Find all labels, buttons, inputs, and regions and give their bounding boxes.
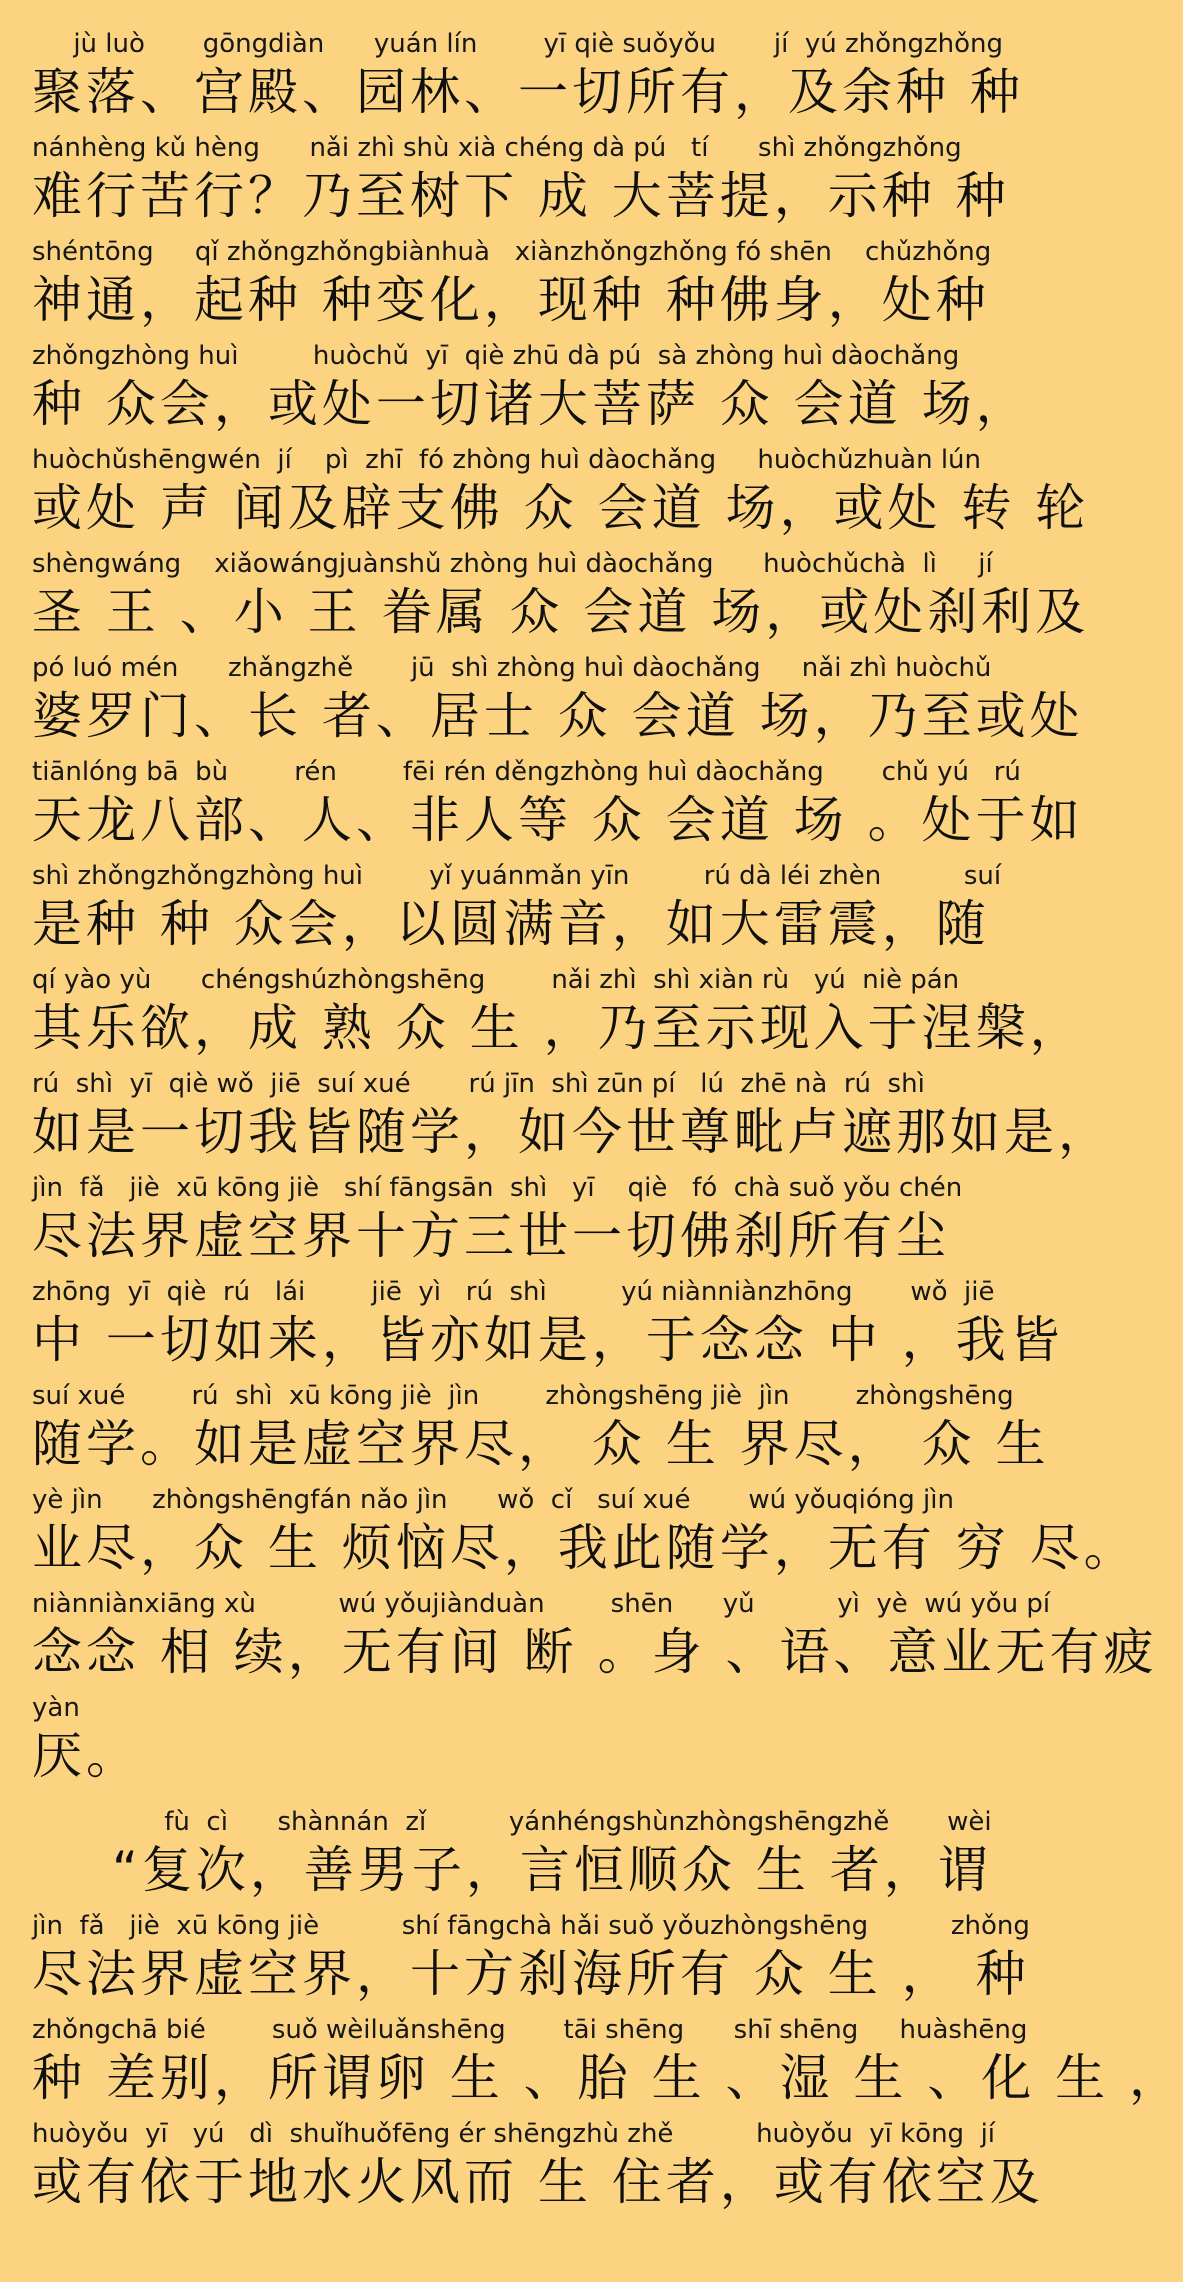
chinese-text: 神通，起种 种变化，现种 种佛身，处种 bbox=[32, 271, 990, 329]
chinese-text: 如是一切我皆随学，如今世尊毗卢遮那如是， bbox=[32, 1103, 1112, 1161]
pinyin-annotation: shéntōng qǐ zhǒngzhǒngbiànhuà xiànzhǒngzhǒng fó shēn chǔzhǒng bbox=[32, 237, 992, 267]
text-line bbox=[0, 438, 1090, 542]
pinyin-annotation: yè jìn zhòngshēngfán nǎo jìn wǒ cǐ suí xué wú yǒuqióng jìn bbox=[32, 1485, 954, 1515]
pinyin-annotation: qí yào yù chéngshúzhòngshēng nǎi zhì shì xiàn rù yú niè pán bbox=[32, 965, 960, 995]
pinyin-annotation: zhōng yī qiè rú lái jiē yì rú shì yú niànniànzhōng wǒ jiē bbox=[32, 1277, 995, 1307]
chinese-text: 尽法界虚空界十方三世一切佛刹所有尘 bbox=[32, 1207, 950, 1265]
text-line bbox=[0, 1374, 1080, 1478]
pinyin-annotation: huòchǔshēngwén jí pì zhī fó zhòng huì dàochǎng huòchǔzhuàn lún bbox=[32, 445, 982, 475]
chinese-text: 是种 种 众会，以圆满音，如大雷震，随 bbox=[32, 895, 990, 953]
chinese-text: 圣 王 、小 王 眷属 众 会道 场，或处刹利及 bbox=[32, 583, 1090, 641]
chinese-text: “复次，善男子，言恒顺众 生 者，谓 bbox=[112, 1841, 992, 1899]
pinyin-annotation: zhǒngchā bié suǒ wèiluǎnshēng tāi shēng shī shēng huàshēng bbox=[32, 2015, 1028, 2045]
text-line bbox=[0, 1904, 1080, 2008]
chinese-text: 婆罗门、长 者、居士 众 会道 场，乃至或处 bbox=[32, 687, 1084, 745]
pinyin-annotation: zhǒngzhòng huì huòchǔ yī qiè zhū dà pú sà zhòng huì dàochǎng bbox=[32, 341, 960, 371]
chinese-text: 厌。 bbox=[32, 1727, 140, 1785]
pinyin-annotation: yàn bbox=[32, 1693, 80, 1723]
pinyin-annotation: niànniànxiāng xù wú yǒujiànduàn shēn yǔ yì yè wú yǒu pí bbox=[32, 1589, 1051, 1619]
chinese-text: 种 差别，所谓卵 生 、胎 生 、湿 生 、化 生 ， bbox=[32, 2049, 1183, 2107]
pinyin-annotation: shèngwáng xiǎowángjuànshǔ zhòng huì dàochǎng huòchǔchà lì jí bbox=[32, 549, 993, 579]
text-line bbox=[0, 230, 1080, 334]
chinese-text: 种 众会，或处一切诸大菩萨 众 会道 场， bbox=[32, 375, 1030, 433]
text-line bbox=[0, 1686, 1080, 1790]
chinese-text: 天龙八部、人、非人等 众 会道 场 。处于如 bbox=[32, 791, 1084, 849]
chinese-text: 或处 声 闻及辟支佛 众 会道 场，或处 转 轮 bbox=[32, 479, 1090, 537]
text-line bbox=[0, 1062, 1112, 1166]
text-line bbox=[0, 958, 1084, 1062]
pinyin-annotation: jù luò gōngdiàn yuán lín yī qiè suǒyǒu jí yú zhǒngzhǒng bbox=[32, 29, 1004, 59]
text-line bbox=[0, 750, 1084, 854]
pinyin-annotation: suí xué rú shì xū kōng jiè jìn zhòngshēng jiè jìn zhòngshēng bbox=[32, 1381, 1014, 1411]
text-line bbox=[0, 1582, 1158, 1686]
pinyin-annotation: pó luó mén zhǎngzhě jū shì zhòng huì dàochǎng nǎi zhì huòchǔ bbox=[32, 653, 992, 683]
chinese-text: 聚落、宫殿、园林、一切所有，及余种 种 bbox=[32, 63, 1024, 121]
text-line bbox=[0, 542, 1090, 646]
chinese-text: 念念 相 续，无有间 断 。身 、语、意业无有疲 bbox=[32, 1623, 1158, 1681]
pinyin-annotation: rú shì yī qiè wǒ jiē suí xué rú jīn shì zūn pí lú zhē nà rú shì bbox=[32, 1069, 925, 1099]
text-line bbox=[0, 854, 1080, 958]
text-line bbox=[0, 1478, 1138, 1582]
text-line bbox=[0, 126, 1080, 230]
pinyin-annotation: shì zhǒngzhǒngzhòng huì yǐ yuánmǎn yīn rú dà léi zhèn suí bbox=[32, 861, 1002, 891]
text-line bbox=[0, 646, 1084, 750]
text-line bbox=[0, 1166, 1080, 1270]
text-line bbox=[0, 334, 1080, 438]
text-line bbox=[0, 2008, 1183, 2112]
pinyin-annotation: jìn fǎ jiè xū kōng jiè shí fāngchà hǎi suǒ yǒuzhòngshēng zhǒng bbox=[32, 1911, 1030, 1941]
pinyin-annotation: tiānlóng bā bù rén fēi rén děngzhòng huì dàochǎng chǔ yú rú bbox=[32, 757, 1021, 787]
chinese-text: 随学。如是虚空界尽， 众 生 界尽， 众 生 bbox=[32, 1415, 1050, 1473]
pinyin-annotation: jìn fǎ jiè xū kōng jiè shí fāngsān shì yī qiè fó chà suǒ yǒu chén bbox=[32, 1173, 963, 1203]
pinyin-annotation: fù cì shànnán zǐ yánhéngshùnzhòngshēngzhě wèi bbox=[32, 1807, 992, 1837]
chinese-text: 中 一切如来，皆亦如是，于念念 中 ，我皆 bbox=[32, 1311, 1064, 1369]
chinese-text: 其乐欲，成 熟 众 生 ，乃至示现入于涅槃， bbox=[32, 999, 1084, 1057]
chinese-text: 尽法界虚空界，十方刹海所有 众 生 ， 种 bbox=[32, 1945, 1030, 2003]
chinese-text: 难行苦行？乃至树下 成 大菩提，示种 种 bbox=[32, 167, 1010, 225]
text-line bbox=[0, 2112, 1080, 2216]
pinyin-annotation: huòyǒu yī yú dì shuǐhuǒfēng ér shēngzhù zhě huòyǒu yī kōng jí bbox=[32, 2119, 996, 2149]
text-line bbox=[0, 22, 1080, 126]
chinese-text: 业尽，众 生 烦恼尽，我此随学，无有 穷 尽。 bbox=[32, 1519, 1138, 1577]
pinyin-annotation: nánhèng kǔ hèng nǎi zhì shù xià chéng dà pú tí shì zhǒngzhǒng bbox=[32, 133, 962, 163]
chinese-text: 或有依于地水火风而 生 住者，或有依空及 bbox=[32, 2153, 1044, 2211]
text-line bbox=[0, 1270, 1080, 1374]
text-line bbox=[0, 1800, 1080, 1904]
